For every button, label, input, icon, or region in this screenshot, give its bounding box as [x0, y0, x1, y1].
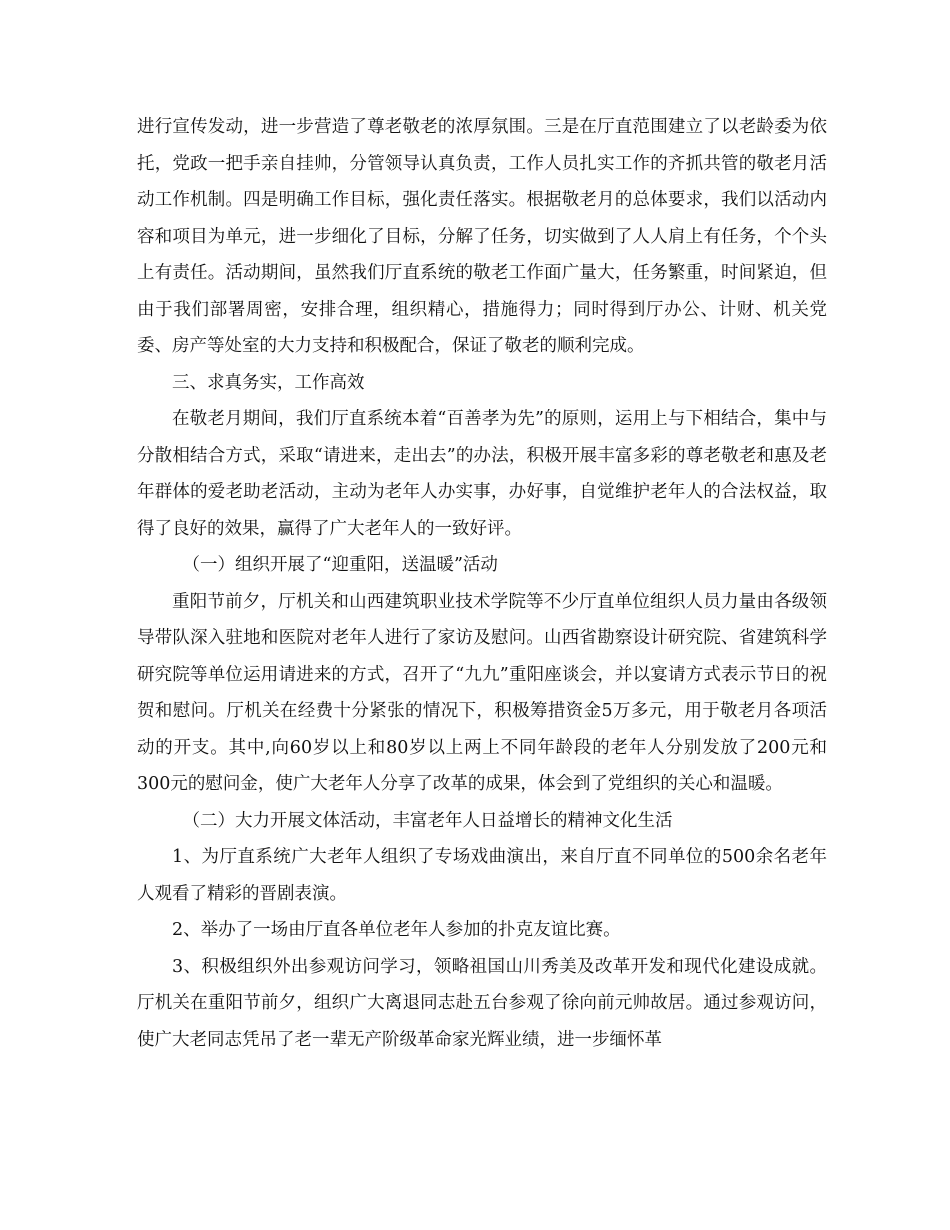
document-body [137, 109, 827, 1058]
section-heading-three: 三、求真务实，工作高效 [172, 372, 365, 393]
paragraph-section-intro: 在敬老月期间，我们厅直系统本着“百善孝为先”的原则，运用上与下相结合，集中与分散相结合方式，采取“请进来，走出去”的办法，积极开展丰富多彩的尊老敬老和惠及老年群体的爱老助老活动，主动为老年人办实事，办好事，自觉维护老年人的合法权益，取得了良好的效果，赢得了广大老年人的一致好评。 [137, 409, 827, 539]
list-item-3: 3、积极组织外出参观访问学习，领略祖国山川秀美及改革开发和现代化建设成就。厅机关在重阳节前夕，组织广大离退同志赴五台参观了徐向前元帅故居。通过参观访问，使广大老同志凭吊了老一辈无产阶级革命家光辉业绩，进一步缅怀革 [137, 956, 827, 1050]
subheading-two: （二）大力开展文体活动，丰富老年人日益增长的精神文化生活 [182, 810, 673, 831]
list-item-1: 1、为厅直系统广大老年人组织了专场戏曲演出，来自厅直不同单位的500余名老年人观看了精彩的晋剧表演。 [137, 847, 827, 904]
paragraph-continued: 进行宣传发动，进一步营造了尊老敬老的浓厚氛围。三是在厅直范围建立了以老龄委为依托，党政一把手亲自挂帅，分管领导认真负责，工作人员扎实工作的齐抓共管的敬老月活动工作机制。四是明确工作目标，强化责任落实。根据敬老月的总体要求，我们以活动内容和项目为单元，进一步细化了目标，分解了任务，切实做到了人人肩上有任务，个个头上有责任。活动期间，虽然我们厅直系统的敬老工作面广量大，任务繁重，时间紧迫，但由于我们部署周密，安排合理，组织精心，措施得力；同时得到厅办公、计财、机关党委、房产等处室的大力支持和积极配合，保证了敬老的顺利完成。 [137, 117, 827, 356]
subheading-one: （一）组织开展了“迎重阳，送温暖”活动 [182, 555, 498, 575]
list-item-2: 2、举办了一场由厅直各单位老年人参加的扑克友谊比赛。 [172, 920, 621, 940]
paragraph-visits: 重阳节前夕，厅机关和山西建筑职业技术学院等不少厅直单位组织人员力量由各级领导带队深入驻地和医院对老年人进行了家访及慰问。山西省勘察设计研究院、省建筑科学研究院等单位运用请进来的方式，召开了“九九”重阳座谈会，并以宴请方式表示节日的祝贺和慰问。厅机关在经费十分紧张的情况下，积极筹措资金5万多元，用于敬老月各项活动的开支。其中,向60岁以上和80岁以上两上不同年龄段的老年人分别发放了200元和300元的慰问金，使广大老年人分享了改革的成果，体会到了党组织的关心和温暖。 [137, 591, 827, 794]
